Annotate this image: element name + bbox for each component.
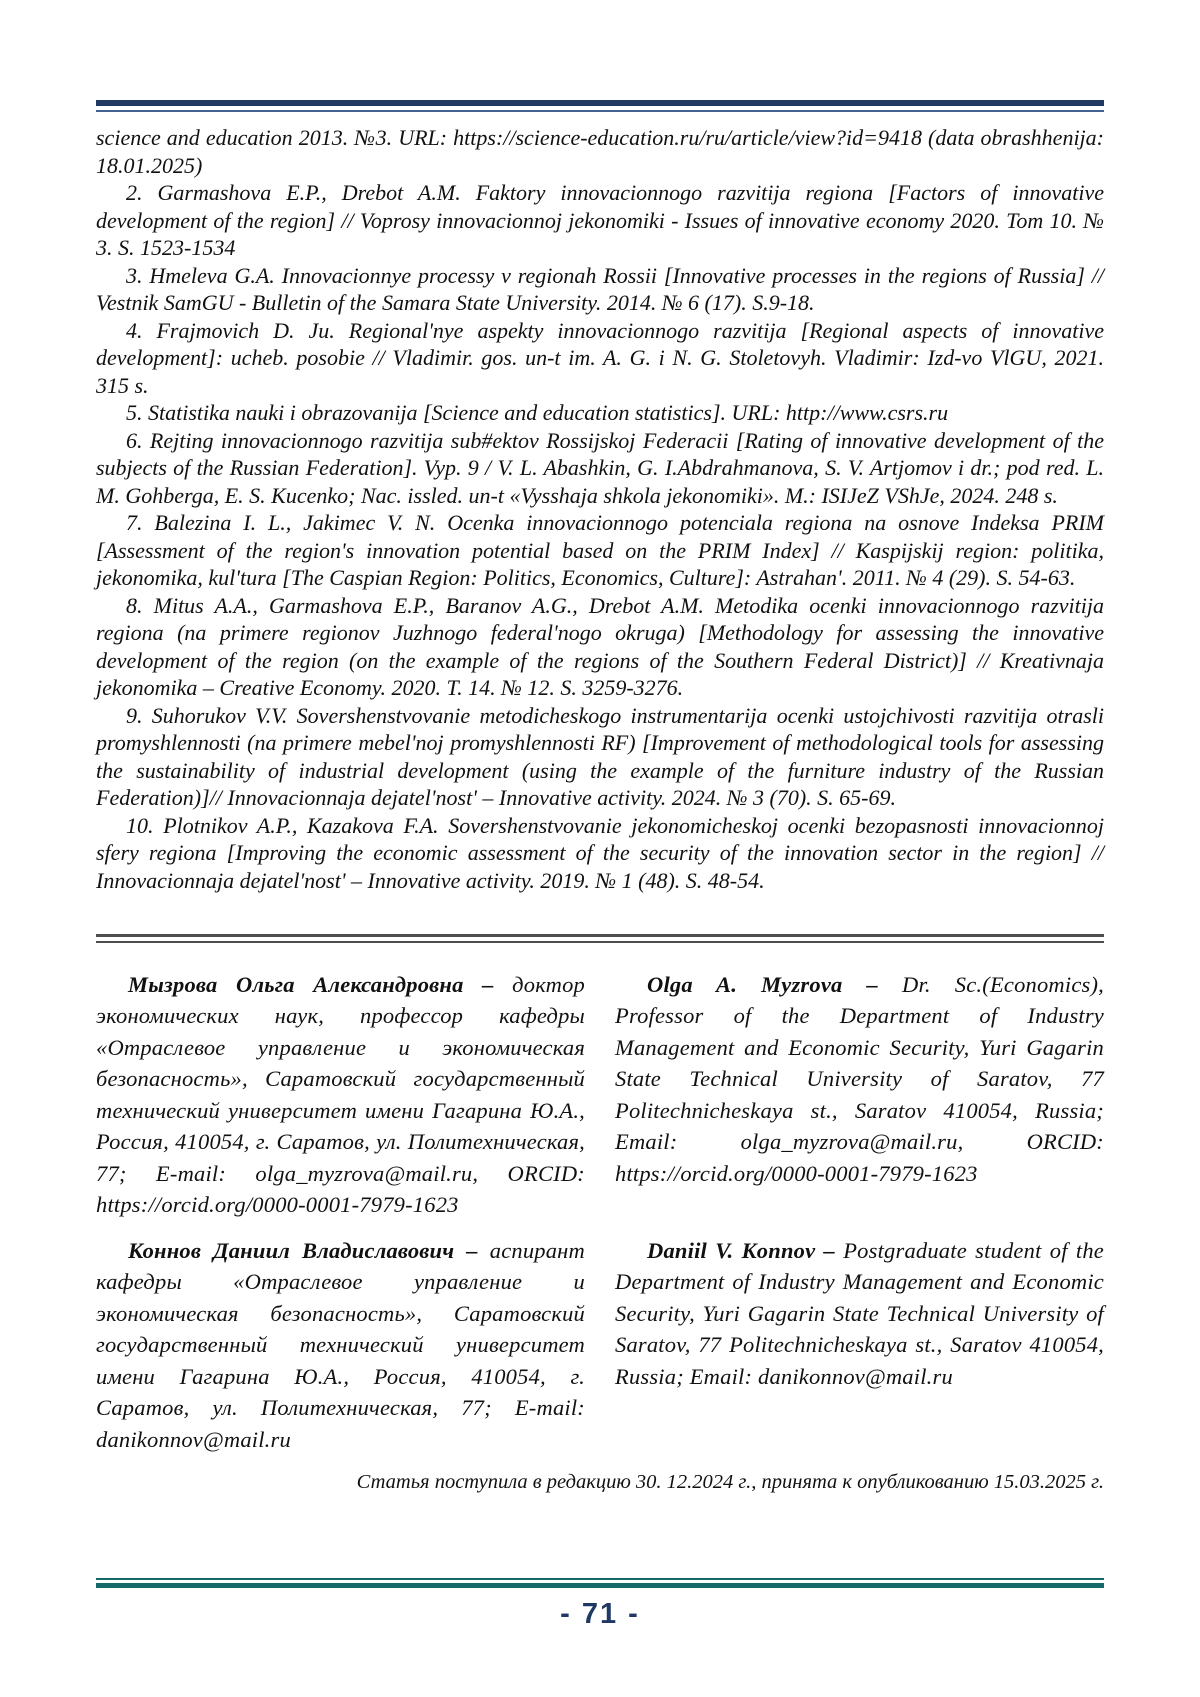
author-bio-text: Dr. Sc.(Economics), Professor of the Department of Industry Management and Economic Security, Yuri Gagarin State Technical University of Saratov, 77 Politechnicheskaya st., Saratov 410054, Russia; Email: olga_myzrova@mail.ru, ORCID: https://orcid.org/0000-0001-7979-1623 bbox=[615, 971, 1104, 1186]
author-bio-text: доктор экономических наук, профессор кафедры «Отраслевое управление и экономическая безопасность», Саратовский государственный технический университет имени Гагарина Ю.А., Россия, 410054, г. Саратов, ул. Политехническая, 77; E-mail: olga_myzrova@mail.ru, ORCID: https://orcid.org/0000-0001-7979-1623 bbox=[96, 971, 585, 1217]
reference-item-3: 3. Hmeleva G.A. Innovacionnye processy v regionah Rossii [Innovative processes in the regions of Russia] // Vestnik SamGU - Bulletin of the Samara State University. 2014. № 6 (17). S.9-18. bbox=[96, 262, 1104, 315]
author-name: Olga A. Myzrova – bbox=[647, 971, 878, 997]
top-rule-thick-line bbox=[96, 100, 1104, 106]
reference-item-5: 5. Statistika nauki i obrazovanija [Science and education statistics]. URL: http://www.csrs.ru bbox=[126, 400, 949, 425]
references-section bbox=[96, 124, 1104, 894]
reference-item-1-continuation: science and education 2013. №3. URL: https://science-education.ru/ru/article/view?id=9418 (data obrashhenija: 18.01.2025) bbox=[96, 125, 1104, 178]
bottom-rule-thin-line bbox=[96, 1578, 1104, 1580]
reference-item-8: 8. Mitus A.A., Garmashova E.P., Baranov A.G., Drebot A.M. Metodika ocenki innovacionnogo razvitija regiona (na primere regionov Juzhnogo federal'nogo okruga) [Methodology for assessing the innovative development of the region (on the example of the regions of the Southern Federal District)] // Kreativnaja jekonomika – Creative Economy. 2020. T. 14. № 12. S. 3259-3276. bbox=[96, 592, 1104, 700]
top-rule-thin-line bbox=[96, 110, 1104, 112]
page-number: - 71 - bbox=[560, 1598, 640, 1630]
reference-item-9: 9. Suhorukov V.V. Sovershenstvovanie metodicheskogo instrumentarija ocenki ustojchivosti razvitija otrasli promyshlennosti (na primere mebel'noj promyshlennosti RF) [Improvement of methodological tools for assessing the sustainability of industrial development (using the example of the furniture industry of the Russian Federation)]// Innovacionnaja dejatel'nost' – Innovative activity. 2024. № 3 (70). S. 65-69. bbox=[96, 702, 1104, 810]
reference-item-6: 6. Rejting innovacionnogo razvitija sub#ektov Rossijskoj Federacii [Rating of innovative development of the subjects of the Russian Federation]. Vyp. 9 / V. L. Abashkin, G. I.Abdrahmanova, S. V. Artjomov i dr.; pod red. L. M. Gohberga, E. S. Kucenko; Nac. issled. un-t «Vysshaja shkola jekonomiki». M.: ISIJeZ VShJe, 2024. 248 s. bbox=[96, 427, 1104, 508]
reference-item-4: 4. Frajmovich D. Ju. Regional'nye aspekty innovacionnogo razvitija [Regional aspects of innovative development]: ucheb. posobie // Vladimir. gos. un-t im. A. G. i N. G. Stoletovyh. Vladimir: Izd-vo VlGU, 2021. 315 s. bbox=[96, 317, 1104, 398]
submission-note: Статья поступила в редакцию 30. 12.2024 г., принята к опубликованию 15.03.2025 г. bbox=[356, 1471, 1104, 1493]
bottom-rule-thick-line bbox=[96, 1583, 1104, 1588]
author-name: Мызрова Ольга Александровна – bbox=[128, 971, 494, 997]
bottom-double-rule bbox=[96, 1578, 1104, 1588]
reference-item-10: 10. Plotnikov A.P., Kazakova F.A. Sovershenstvovanie jekonomicheskoj ocenki bezopasnosti innovacionnoj sfery regiona [Improving the economic assessment of the security of the innovation sector in the region] // Innovacionnaja dejatel'nost' – Innovative activity. 2019. № 1 (48). S. 48-54. bbox=[96, 812, 1104, 893]
authors-section bbox=[96, 969, 1104, 1456]
page-content bbox=[96, 0, 1104, 1495]
reference-item-2: 2. Garmashova E.P., Drebot A.M. Faktory innovacionnogo razvitija regiona [Factors of innovative development of the region] // Voprosy innovacionnoj jekonomiki - Issues of innovative economy 2020. Tom 10. № 3. S. 1523-1534 bbox=[96, 180, 1104, 260]
author-bio-ru-myzrova bbox=[96, 969, 585, 1221]
author-bio-ru-konnov bbox=[96, 1235, 585, 1456]
author-bio-text: Postgraduate student of the Department of Industry Management and Economic Security, Yuri Gagarin State Technical University of Saratov, 77 Politechnicheskaya st., Saratov 410054, Russia; Email: danikonnov@mail.ru bbox=[615, 1237, 1104, 1389]
top-double-rule bbox=[96, 100, 1104, 112]
author-name: Коннов Даниил Владиславович – bbox=[128, 1237, 478, 1263]
author-bio-en-konnov bbox=[615, 1235, 1104, 1456]
separator-line-1 bbox=[96, 934, 1104, 937]
section-separator-double-rule bbox=[96, 934, 1104, 943]
reference-item-7: 7. Balezina I. L., Jakimec V. N. Ocenka innovacionnogo potenciala regiona na osnove Indeksa PRIM [Assessment of the region's innovation potential based on the PRIM Index] // Kaspijskij region: politika, jekonomika, kul'tura [The Caspian Region: Politics, Economics, Culture]: Astrahan'. 2011. № 4 (29). S. 54-63. bbox=[96, 510, 1104, 590]
separator-line-2 bbox=[96, 941, 1104, 943]
author-name: Daniil V. Konnov – bbox=[647, 1237, 835, 1263]
author-bio-en-myzrova bbox=[615, 969, 1104, 1221]
author-bio-text: аспирант кафедры «Отраслевое управление и экономическая безопасность», Саратовский государственный технический университет имени Гагарина Ю.А., Россия, 410054, г. Саратов, ул. Политехническая, 77; E-mail: danikonnov@mail.ru bbox=[96, 1237, 585, 1452]
